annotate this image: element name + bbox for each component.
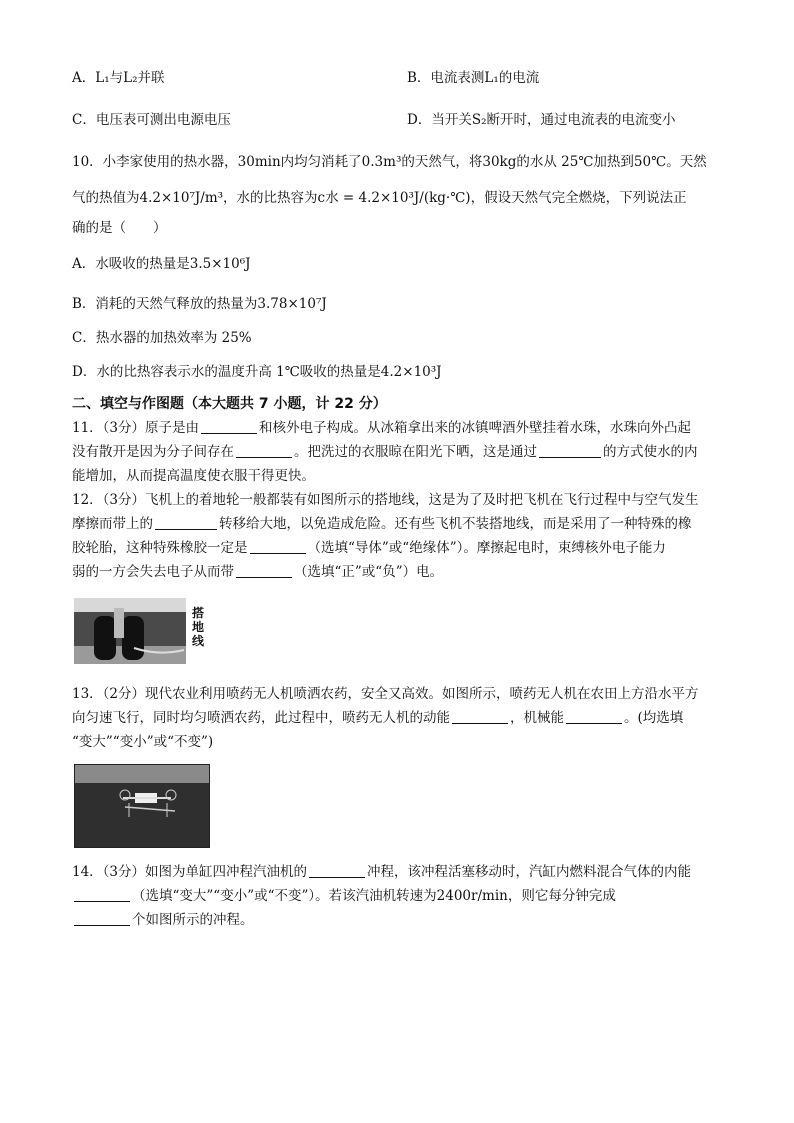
q10-option-b: B．消耗的天然气释放的热量为3.78×10⁷J [72, 296, 327, 312]
q10-stem-line1: 10．小李家使用的热水器，30min内均匀消耗了0.3m³的天然气，将30kg的水从 25℃加热到50℃。天然 [72, 154, 707, 170]
q11-text-b: 和核外电子构成。从冰箱拿出来的冰镇啤酒外壁挂着水珠，水珠向外凸起 [259, 420, 692, 436]
q14-text-d: 个如图所示的冲程。 [132, 912, 254, 928]
q12-text-d: 胶轮胎，这种特殊橡胶一定是 [72, 540, 248, 556]
q10-option-a: A．水吸收的热量是3.5×10⁶J [72, 256, 251, 272]
q11-text-c: 没有散开是因为分子间存在 [72, 444, 234, 460]
q12-blank-1[interactable] [155, 515, 217, 530]
q12-blank-2[interactable] [250, 539, 306, 554]
landing-gear-figure [74, 598, 722, 670]
q13-text-b: 向匀速飞行，同时均匀喷洒农药，此过程中，喷药无人机的动能 [72, 710, 450, 726]
q9-option-a: A．L₁与L₂并联 [72, 70, 165, 86]
q14-blank-3[interactable] [74, 911, 130, 926]
q11-line1 [72, 416, 722, 440]
q10-option-d: D．水的比热容表示水的温度升高 1℃吸收的热量是4.2×10³J [72, 364, 442, 380]
q12-line4 [72, 560, 722, 584]
q14-line3 [72, 908, 722, 932]
q14-text-a: 14．（3分）如图为单缸四冲程汽油机的 [72, 864, 308, 880]
q14-text-c: （选填“变大”“变小”或“不变”）。若该汽油机转速为2400r/min，则它每分钟完成 [132, 888, 616, 904]
drone-figure [74, 764, 722, 850]
q13-line1: 13．（2分）现代农业利用喷药无人机喷洒农药，安全又高效。如图所示，喷药无人机在农田上方沿水平方 [72, 686, 699, 702]
section-heading: 二、填空与作图题（本大题共 7 小题，计 22 分） [72, 396, 387, 412]
q11-text-e: 的方式使水的内 [603, 444, 698, 460]
q14-text-b: 冲程，该冲程活塞移动时，汽缸内燃料混合气体的内能 [367, 864, 692, 880]
q12-text-g: （选填“正”或“负”）电。 [294, 564, 444, 580]
landing-gear-photo [74, 598, 186, 664]
q12-text-c: 转移给大地，以免造成危险。还有些飞机不装搭地线，而是采用了一种特殊的橡 [219, 516, 692, 532]
q9-option-b: B．电流表测L₁的电流 [407, 70, 540, 86]
q10-stem-line2: 气的热值为4.2×10⁷J/m³，水的比热容为c水 = 4.2×10³J/(kg·℃)，假设天然气完全燃烧，下列说法正 [72, 190, 687, 206]
q12-blank-3[interactable] [236, 563, 292, 578]
q11-blank-2[interactable] [236, 443, 292, 458]
q12-line2 [72, 512, 722, 536]
q9-options-row2 [72, 108, 722, 130]
q14-blank-1[interactable] [309, 863, 365, 878]
q13-text-c: ，机械能 [510, 710, 564, 726]
q12-line3 [72, 536, 722, 560]
q12-text-f: 弱的一方会失去电子从而带 [72, 564, 234, 580]
q11-line2 [72, 440, 722, 464]
q11-line3: 能增加，从而提高温度使衣服干得更快。 [72, 468, 315, 484]
q12-text-b: 摩擦而带上的 [72, 516, 153, 532]
q9-options-row1 [72, 66, 722, 88]
q14-line1 [72, 860, 722, 884]
q10-stem-line3: 确的是（ ） [72, 220, 167, 236]
q9-option-c: C．电压表可测出电源电压 [72, 112, 231, 128]
q10-option-c: C．热水器的加热效率为 25% [72, 330, 252, 346]
q13-line3: “变大”“变小”或“不变”) [72, 734, 214, 750]
q14-blank-2[interactable] [74, 887, 130, 902]
q13-blank-1[interactable] [452, 709, 508, 724]
q12-text-e: （选填“导体”或“绝缘体”）。摩擦起电时，束缚核外电子能力 [307, 540, 666, 556]
q13-text-d: 。(均选填 [624, 710, 684, 726]
q11-text-a: 11．（3分）原子是由 [72, 420, 200, 436]
q12-line1: 12．（3分）飞机上的着地轮一般都装有如图所示的搭地线，这是为了及时把飞机在飞行过程中与空气发生 [72, 492, 699, 508]
q11-text-d: 。把洗过的衣服晾在阳光下晒，这是通过 [294, 444, 537, 460]
q13-line2 [72, 706, 722, 730]
q11-blank-3[interactable] [539, 443, 601, 458]
q14-line2 [72, 884, 722, 908]
exam-page [72, 64, 722, 932]
grounding-wire-caption: 搭地线 [192, 606, 205, 648]
drone-photo [74, 764, 210, 848]
q9-option-d: D．当开关S₂断开时，通过电流表的电流变小 [407, 112, 676, 128]
q13-blank-2[interactable] [566, 709, 622, 724]
q11-blank-1[interactable] [201, 419, 257, 434]
